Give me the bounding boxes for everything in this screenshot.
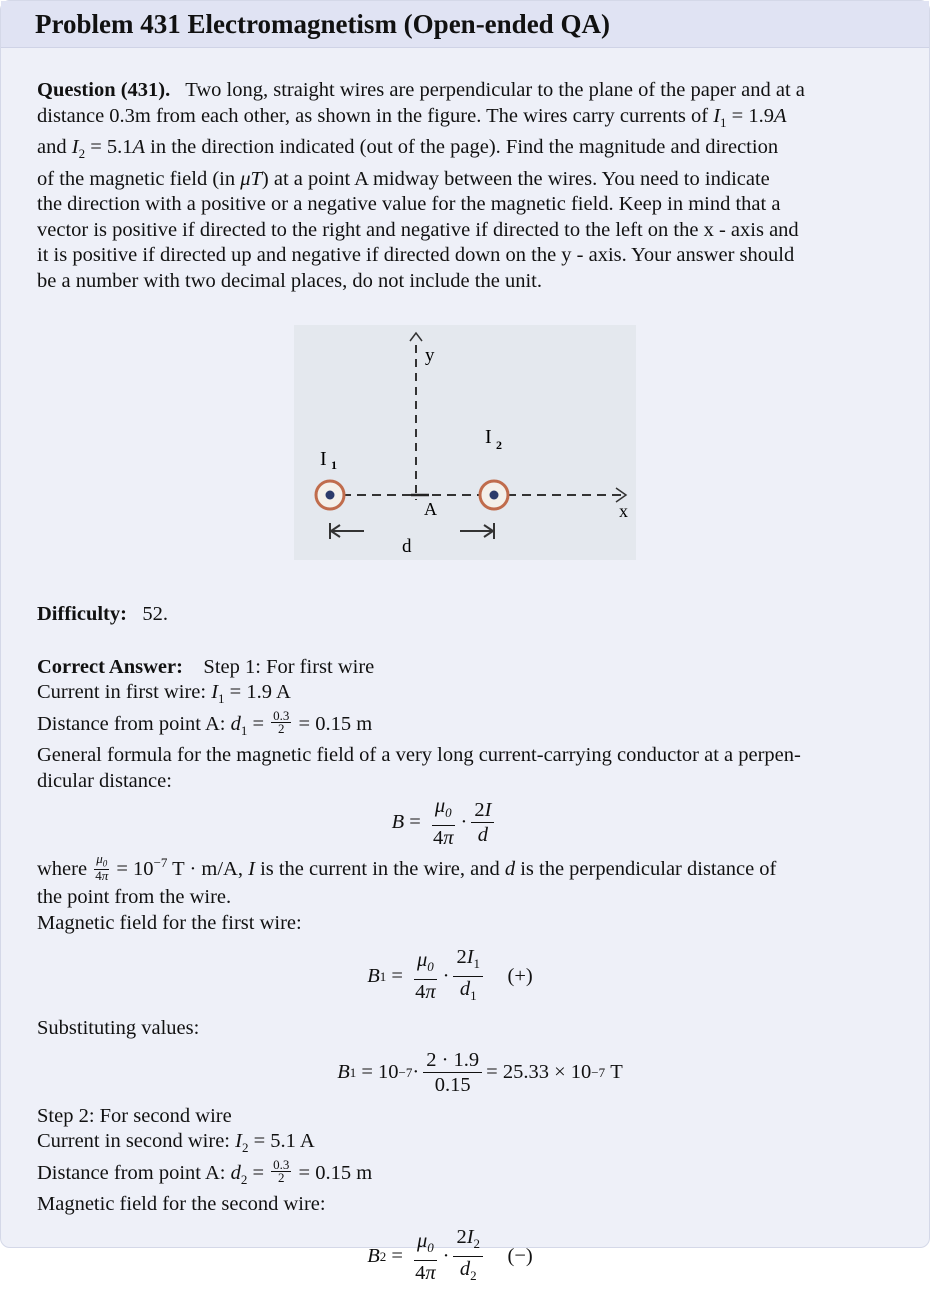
x-axis-label: x xyxy=(619,501,628,522)
b1-formula: B 1 = $\frac{\mu_0}{4\pi}$ · $\frac{2I_1}{d_1}$ (+) xyxy=(367,945,533,1004)
question-text: of the magnetic field (in xyxy=(37,167,236,190)
fraction-num: 0.3 xyxy=(273,707,290,723)
fraction-den: 2 xyxy=(278,1169,285,1185)
fraction xyxy=(271,1156,291,1185)
answer-text: Magnetic field for the second wire: xyxy=(37,1193,326,1216)
current-2-value: = 5.1 xyxy=(90,136,133,159)
answer-text: dicular distance: xyxy=(37,769,172,792)
answer-text: Distance from point A: xyxy=(37,1161,226,1184)
wire-1-sub: 1 xyxy=(331,458,337,473)
question-text: in the direction indicated (out of the page). Find the magnitude and direction xyxy=(150,136,779,159)
answer-text: = 10 xyxy=(116,858,154,881)
problem-content xyxy=(1,48,929,1296)
answer-text: where xyxy=(37,858,88,881)
negative-sign: (−) xyxy=(507,1245,533,1268)
general-formula: B = $\frac{\mu_0}{4\pi}$ · $\frac{2I}{d}$ xyxy=(0,794,893,850)
y-axis-label: y xyxy=(425,345,435,367)
difficulty-value: 52. xyxy=(142,603,168,626)
unit: A xyxy=(773,104,787,127)
current-1-value: = 1.9 xyxy=(731,104,774,127)
wire-1-label: I xyxy=(320,448,327,471)
b2-formula: B 2 = $\frac{\mu_0}{4\pi}$ · $\frac{2I_2}{d_2}$ (−) xyxy=(367,1226,533,1285)
answer-text: Distance from point A: xyxy=(37,712,226,735)
wires-figure xyxy=(294,325,636,560)
answer-text: T · m/A, xyxy=(172,858,243,881)
wires-diagram xyxy=(294,325,636,560)
wire-1-dot xyxy=(326,491,335,500)
fraction xyxy=(271,707,291,736)
unit: A xyxy=(132,136,146,159)
difficulty-label: Difficulty: xyxy=(37,603,127,626)
distance-label: d xyxy=(402,536,412,558)
difficulty-row xyxy=(37,602,893,628)
question-text: and xyxy=(37,136,67,159)
fraction-den: 0.15 xyxy=(434,1074,471,1097)
answer-text: Magnetic field for the first wire: xyxy=(37,911,302,934)
fraction-num: 2 · 1.9 xyxy=(423,1048,482,1073)
question-text: it is positive if directed up and negative if directed down on the y - axis. Your answer should xyxy=(37,244,795,267)
question-text: ) at a point A midway between the wires. You need to indicate xyxy=(261,167,770,190)
answer-text: Current in second wire: xyxy=(37,1130,230,1153)
b1-substitution: B 1 = 10 −7 · $\frac{2 \cdot 1.9}{0.15}$ = 25.33 × 10 −7 T xyxy=(337,1049,623,1097)
answer-text: is the perpendicular distance of xyxy=(520,858,777,881)
question-text: the direction with a positive or a negative value for the magnetic field. Keep in mind that a xyxy=(37,193,781,216)
fraction-num: 0.3 xyxy=(273,1156,290,1172)
answer-block: Correct Answer: Step 1: For first wire Current in first wire: $I_1 = 1.9$ A Distance from point A: $d_1$ = $\frac{0.3}{2}$ = 0.15 m General formula for the magnetic field of a very long current-carrying conductor at a perpen- dicular distance: B = $\frac{\mu_0}{4\pi}$ · $\frac{2I}{d}$ where $\frac{\mu_0}{4\pi}$ = $10^{-7}$ T · m/A, I is the current in the wire, and d is the perpendicular distance of the point from the wire. Magnetic field for the first wire: B 1 = $\frac{\mu_0}{4\pi}$ · $\frac{2I_1}{d_1}$ (+) Substituting values: B 1 = 10 −7 · $\frac{2 \cdot 1.9}{0.15}$ = 25.33 × 10 −7 T Step 2: For second wire Current in second wire: $I_2 = 5.1$ A Distance from point A: $d_2$ = $\frac{0.3}{2}$ = 0.15 m Magnetic field for the second wire: B 2 = $\frac{\mu_0}{4\pi}$ · $\frac{2I_2}{d_2}$ (−) xyxy=(37,655,893,1296)
problem-header xyxy=(1,1,929,48)
current-2-answer: = 5.1 A xyxy=(253,1130,315,1153)
answer-text: General formula for the magnetic field of a very long current-carrying conductor at a perpen- xyxy=(37,744,801,767)
current-1-answer: = 1.9 A xyxy=(229,681,291,704)
question-text: vector is positive if directed to the right and negative if directed to the left on the x - axis and xyxy=(37,218,799,241)
answer-text: Current in first wire: xyxy=(37,681,207,704)
distance-1-answer: = 0.15 m xyxy=(298,712,373,735)
answer-text: the point from the wire. xyxy=(37,886,232,909)
step-1-heading: Step 1: For first wire xyxy=(203,655,375,678)
question-text: distance 0.3m from each other, as shown in the figure. The wires carry currents of xyxy=(37,104,709,127)
b1-result: = 25.33 × 10 xyxy=(486,1061,592,1084)
question-label: Question (431). xyxy=(37,79,171,101)
question-block: Question (431). Two long, straight wires are perpendicular to the plane of the paper and at a distance 0.3m from each other, as shown in the figure. The wires carry currents of $I_1 = 1.9A$ and $I_2 = 5.1A$ in the direction indicated (out of the page). Find the magnitude and direction of the magnetic field (in μT) at a point A midway between the wires. You need to indicate the direction with a positive or a negative value for the magnetic field. Keep in mind that a vector is positive if directed to the right and negative if directed to the left on the x - axis and it is positive if directed up and negative if directed down on the y - axis. Your answer should be a number with two decimal places, do not include the unit. xyxy=(37,78,893,294)
exponent: −7 xyxy=(153,855,168,871)
question-text: Two long, straight wires are perpendicular to the plane of the paper and at a xyxy=(185,79,805,101)
answer-text: is the current in the wire, and xyxy=(260,858,500,881)
step-2-heading: Step 2: For second wire xyxy=(37,1104,232,1127)
positive-sign: (+) xyxy=(507,964,533,987)
answer-label: Correct Answer: xyxy=(37,655,183,678)
wire-2-label: I xyxy=(485,426,492,449)
question-text: be a number with two decimal places, do not include the unit. xyxy=(37,269,542,292)
distance-2-answer: = 0.15 m xyxy=(298,1161,373,1184)
y-axis-arrow-icon xyxy=(410,333,422,341)
problem-title: Problem 431 Electromagnetism (Open-ended QA) xyxy=(35,8,610,39)
wire-2-dot xyxy=(490,491,499,500)
fraction-den: 2 xyxy=(278,720,285,736)
point-a-label: A xyxy=(424,499,437,520)
wire-2-sub: 2 xyxy=(496,438,502,453)
answer-text: Substituting values: xyxy=(37,1017,200,1040)
